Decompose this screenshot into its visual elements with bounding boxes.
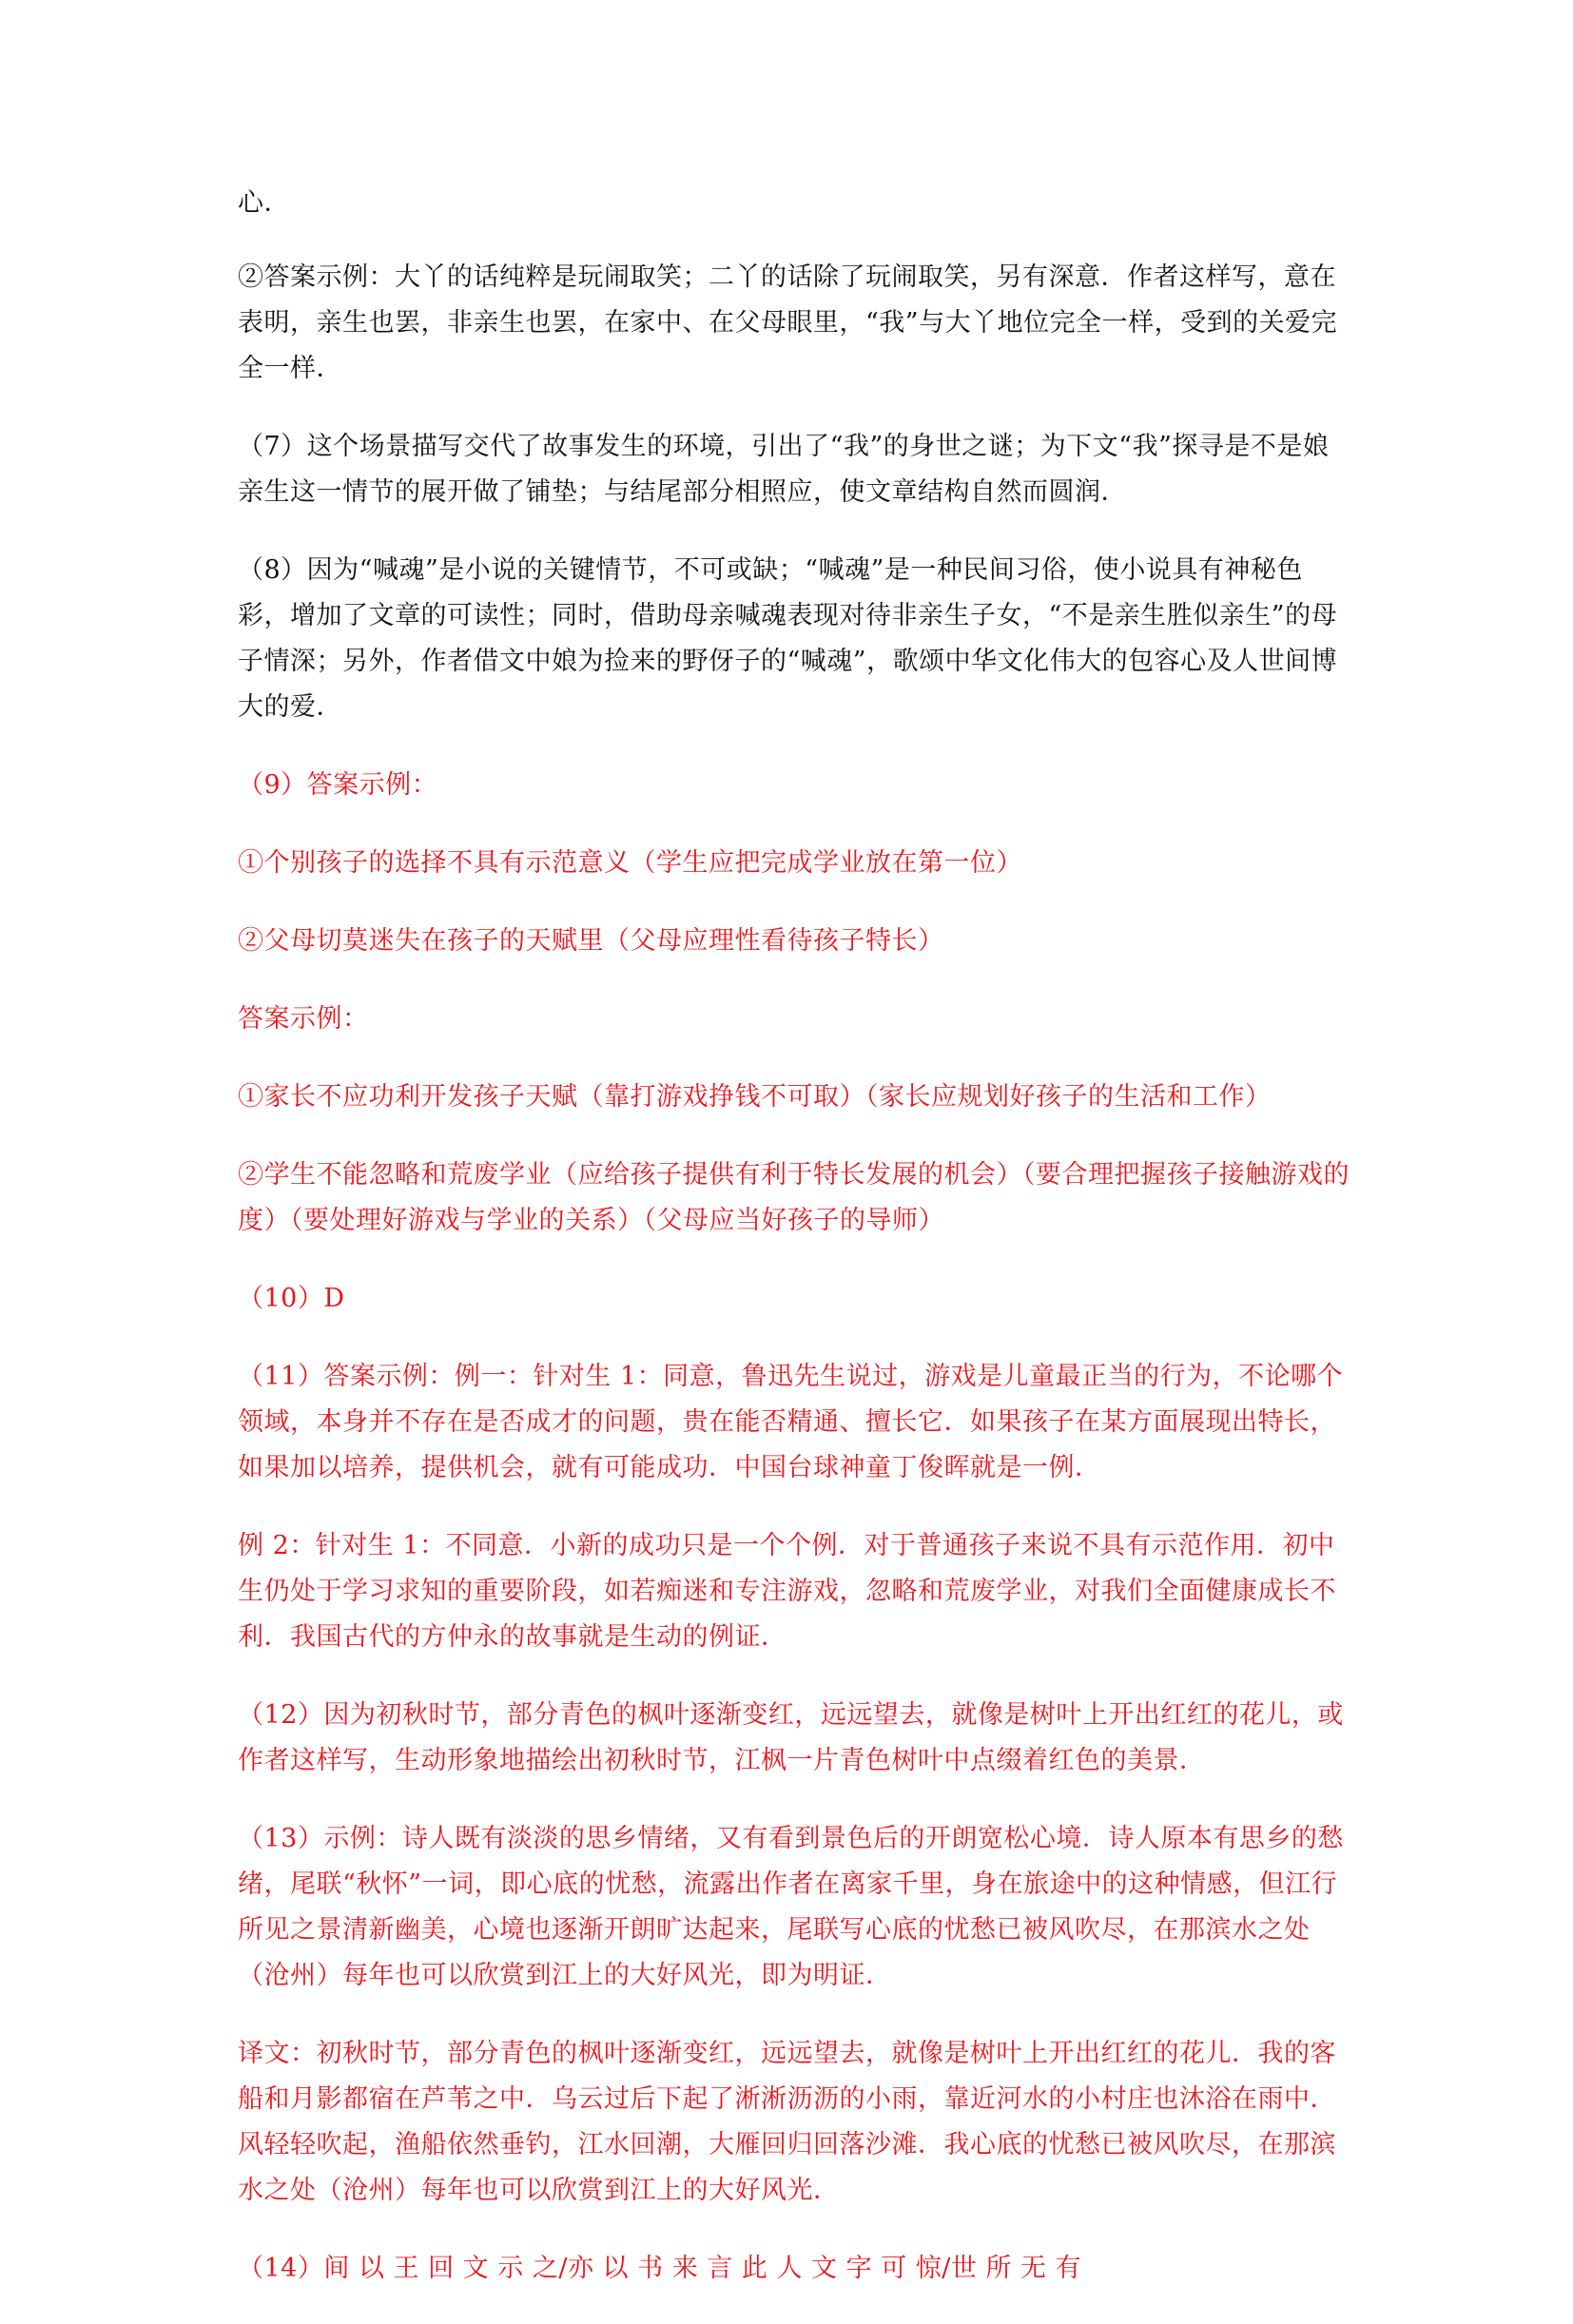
paragraph-answer-example-heading: 答案示例： bbox=[238, 1004, 369, 1034]
paragraph-q14: （14）间 以 王 回 文 示 之/亦 以 书 来 言 此 人 文 字 可 惊/世 所 无 有 bbox=[238, 2254, 1082, 2283]
paragraph-q9-point-2: ②父母切莫迷失在孩子的天赋里（父母应理性看待孩子特长） bbox=[238, 926, 944, 956]
paragraph-q8: （8）因为“喊魂”是小说的关键情节，不可或缺；“喊魂”是一种民间习俗，使小说具有神秘色彩，增加了文章的可读性；同时，借助母亲喊魂表现对待非亲生子女，“不是亲生胜似亲生”的母子情深；另外，作者借文中娘为捡来的野伢子的“喊魂”，歌颂中华文化伟大的包容心及人世间博大的爱． bbox=[238, 555, 1338, 722]
paragraph-q11-example-1: （11）答案示例：例一：针对生 1：同意，鲁迅先生说过，游戏是儿童最正当的行为，不论哪个领域，本身并不存在是否成才的问题，贵在能否精通、擅长它．如果孩子在某方面展现出特长，如果加以培养，提供机会，就有可能成功．中国台球神童丁俊晖就是一例． bbox=[238, 1362, 1344, 1482]
paragraph-example-point-1: ①家长不应功利开发孩子天赋（靠打游戏挣钱不可取）（家长应规划好孩子的生活和工作） bbox=[238, 1082, 1272, 1112]
paragraph-q10: （10）D bbox=[238, 1284, 345, 1313]
paragraph-translation: 译文：初秋时节，部分青色的枫叶逐渐变红，远远望去，就像是树叶上开出红红的花儿．我的客船和月影都宿在芦苇之中．乌云过后下起了淅淅沥沥的小雨，靠近河水的小村庄也沐浴在雨中．风轻轻吹起，渔船依然垂钓，江水回潮，大雁回归回落沙滩．我心底的忧愁已被风吹尽，在那滨水之处（沧州）每年也可以欣赏到江上的大好风光． bbox=[238, 2039, 1336, 2205]
answer-content bbox=[238, 181, 1350, 2324]
paragraph-q11-example-2: 例 2：针对生 1：不同意．小新的成功只是一个个例．对于普通孩子来说不具有示范作用．初中生仍处于学习求知的重要阶段，如若痴迷和专注游戏，忽略和荒废学业，对我们全面健康成长不利．我国古代的方仲永的故事就是生动的例证． bbox=[238, 1531, 1336, 1652]
paragraph-q13: （13）示例：诗人既有淡淡的思乡情绪，又有看到景色后的开朗宽松心境．诗人原本有思乡的愁绪，尾联“秋怀”一词，即心底的忧愁，流露出作者在离家千里，身在旅途中的这种情感，但江行所见之景清新幽美，心境也逐渐开朗旷达起来，尾联写心底的忧愁已被风吹尽，在那滨水之处（沧州）每年也可以欣赏到江上的大好风光，即为明证． bbox=[238, 1824, 1344, 1990]
paragraph-example-point-2: ②学生不能忽略和荒废学业（应给孩子提供有利于特长发展的机会）（要合理把握孩子接触游戏的度）（要处理好游戏与学业的关系）（父母应当好孩子的导师） bbox=[238, 1160, 1350, 1235]
paragraph-q9-point-1: ①个别孩子的选择不具有示范意义（学生应把完成学业放在第一位） bbox=[238, 848, 1022, 878]
paragraph-continuation: 心． bbox=[238, 188, 290, 218]
paragraph-q7: （7）这个场景描写交代了故事发生的环境，引出了“我”的身世之谜；为下文“我”探寻是不是娘亲生这一情节的展开做了铺垫；与结尾部分相照应，使文章结构自然而圆润． bbox=[238, 432, 1330, 507]
paragraph-q9-heading: （9）答案示例： bbox=[238, 770, 438, 800]
paragraph-q12: （12）因为初秋时节，部分青色的枫叶逐渐变红，远远望去，就像是树叶上开出红红的花儿，或作者这样写，生动形象地描绘出初秋时节，江枫一片青色树叶中点缀着红色的美景． bbox=[238, 1700, 1344, 1775]
paragraph-answer-example-2: ②答案示例：大丫的话纯粹是玩闹取笑；二丫的话除了玩闹取笑，另有深意．作者这样写，意在表明，亲生也罢，非亲生也罢，在家中、在父母眼里，“我”与大丫地位完全一样，受到的关爱完全一样． bbox=[238, 262, 1338, 383]
